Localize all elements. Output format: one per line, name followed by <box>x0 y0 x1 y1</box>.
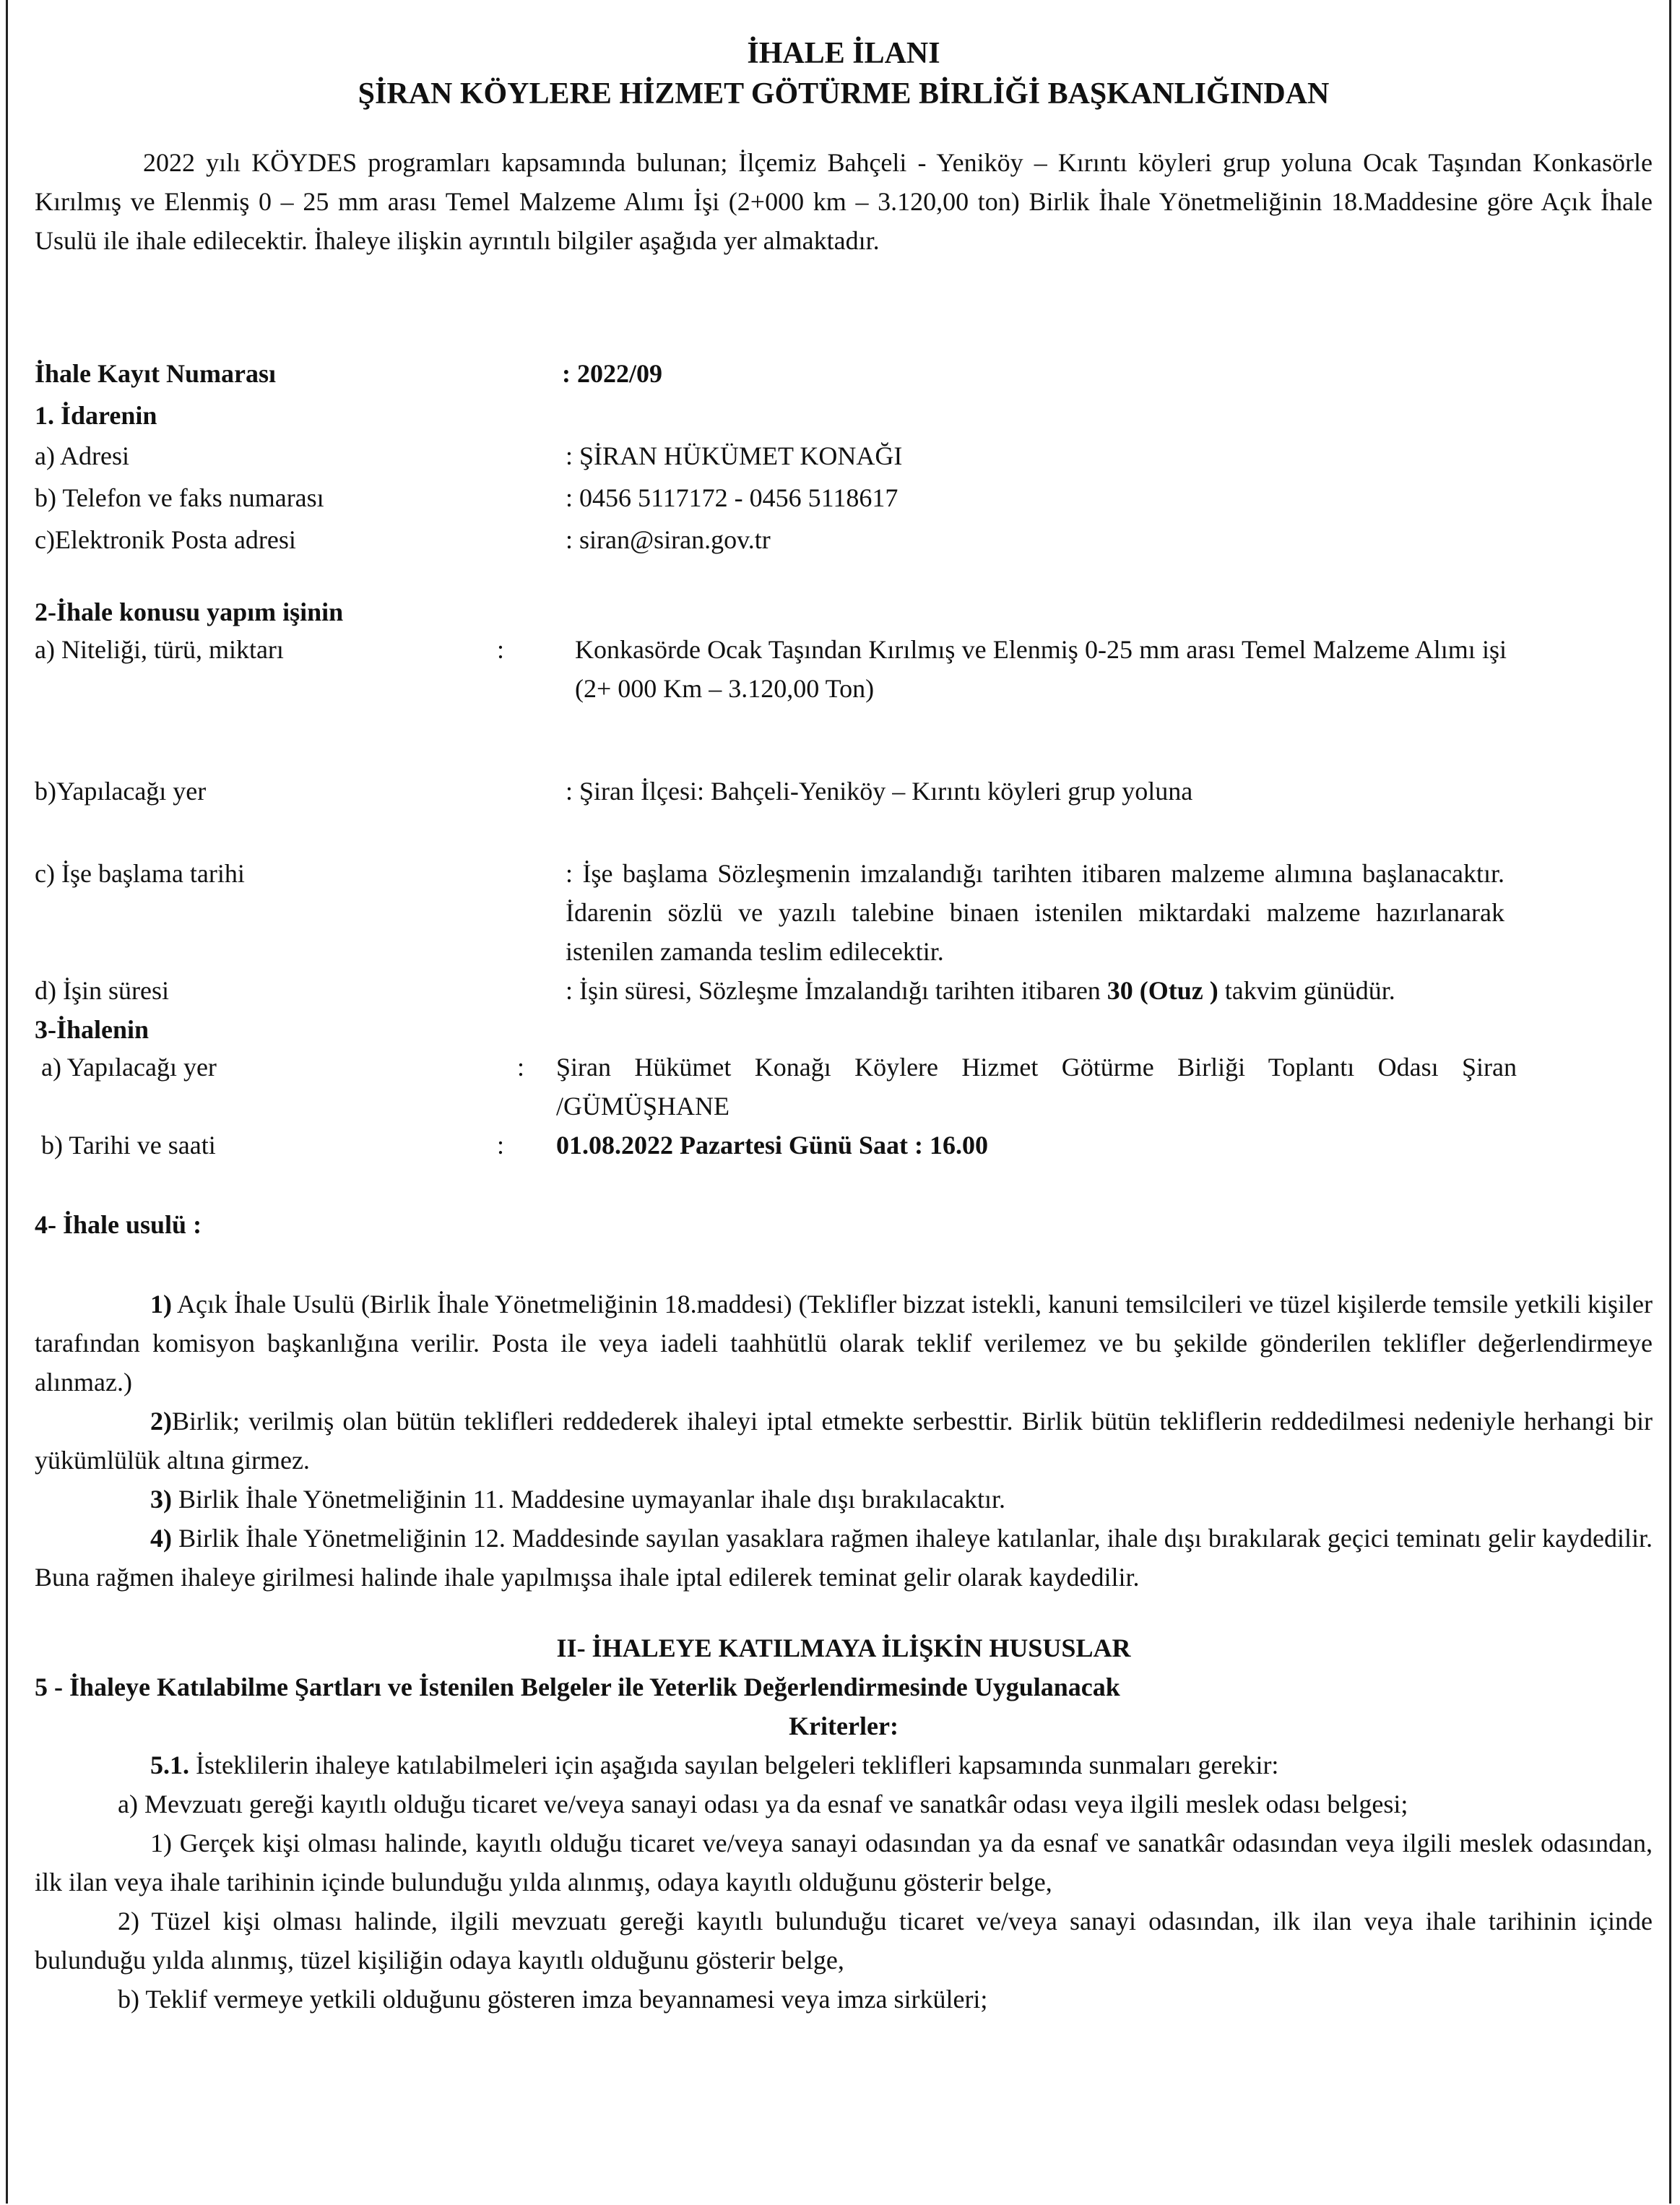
ihale-heading: 3-İhalenin <box>35 1015 150 1044</box>
sure-text-a: : İşin süresi, Sözleşme İmzalandığı tarihten itibaren <box>566 976 1107 1005</box>
usul-item-4-text: Birlik İhale Yönetmeliğinin 12. Maddesinde sayılan yasaklara rağmen ihaleye katılanlar, ihale dışı bırakılarak geçici teminatı gelir kaydedilir. Buna rağmen ihaleye girilmesi halinde ihale yapılmışsa ihale iptal edilerek teminat gelir olarak kaydedilir. <box>35 1524 1653 1592</box>
usul-item-2 <box>35 1402 1653 1480</box>
email-label: c)Elektronik Posta adresi <box>35 525 296 554</box>
yapilacak-yer-label: b)Yapılacağı yer <box>35 777 207 806</box>
konu-heading: 2-İhale konusu yapım işinin <box>35 597 344 626</box>
item-5-1-number: 5.1. <box>150 1751 189 1779</box>
ihale-tarih-colon: : <box>497 1131 505 1160</box>
ihale-heading-row <box>35 1010 1653 1048</box>
sure-label: d) İşin süresi <box>35 976 169 1005</box>
usul-item-1-number: 1) <box>150 1290 172 1319</box>
item-a-2: 2) Tüzel kişi olması halinde, ilgili mevzuatı gereği kayıtlı bulunduğu ticaret ve/veya sanayi odasından, ilk ilan veya ihale tarihinin içinde bulunduğu yılda alınmış, tüzel kişiliğin odaya kayıtlı olduğunu gösterir belge, <box>35 1907 1653 1975</box>
yapilacak-yer-value: : Şiran İlçesi: Bahçeli-Yeniköy – Kırıntı köyleri grup yoluna <box>566 777 1193 806</box>
usul-item-2-text: Birlik; verilmiş olan bütün teklifleri reddederek ihaleyi iptal etmekte serbesttir. Birlik bütün tekliflerin reddedilmesi nedeniyle herhangi bir yükümlülük altına girmez. <box>35 1407 1653 1475</box>
announcement-title: İHALE İLANI <box>747 37 940 70</box>
kayit-label: İhale Kayıt Numarası <box>35 359 277 388</box>
nitelik-colon: : <box>497 635 505 664</box>
ihale-yer-colon: : <box>517 1053 525 1082</box>
ihale-yer-value: Şiran Hükümet Konağı Köylere Hizmet Götürme Birliği Toplantı Odası Şiran /GÜMÜŞHANE <box>556 1053 1517 1121</box>
item-b: b) Teklif vermeye yetkili olduğunu gösteren imza beyannamesi veya imza sirküleri; <box>118 1985 988 2014</box>
ihale-yer-label: a) Yapılacağı yer <box>35 1053 217 1082</box>
usul-item-3 <box>35 1480 1653 1519</box>
ihale-tarih-value: 01.08.2022 Pazartesi Günü Saat : 16.00 <box>556 1131 988 1160</box>
nitelik-value: Konkasörde Ocak Taşından Kırılmış ve Elenmiş 0-25 mm arası Temel Malzeme Alımı işi (2+ 000 Km – 3.120,00 Ton) <box>575 635 1507 703</box>
email-row <box>35 520 1653 562</box>
issuer-title: ŞİRAN KÖYLERE HİZMET GÖTÜRME BİRLİĞİ BAŞKANLIĞINDAN <box>358 77 1330 111</box>
item-5-1 <box>35 1746 1653 1785</box>
intro-paragraph: 2022 yılı KÖYDES programları kapsamında bulunan; İlçemiz Bahçeli - Yeniköy – Kırıntı köyleri grup yoluna Ocak Taşından Konkasörle Kırılmış ve Elenmiş 0 – 25 mm arası Temel Malzeme Alımı İşi (2+000 km – 3.120,00 ton) Birlik İhale Yönetmeliğinin 18.Maddesine göre Açık İhale Usulü ile ihale edilecektir. İhaleye ilişkin ayrıntılı bilgiler aşağıda yer almaktadır. <box>35 148 1653 255</box>
nitelik-row <box>35 630 1653 708</box>
sure-days: 30 (Otuz ) <box>1107 976 1218 1005</box>
baslama-value: : İşe başlama Sözleşmenin imzalandığı tarihten itibaren malzeme alımına başlanacaktır. İdarenin sözlü ve yazılı talebine binaen istenilen miktardaki malzeme hazırlanarak istenilen zamanda teslim edilecektir. <box>566 859 1504 966</box>
kayit-row <box>35 354 1653 396</box>
baslama-row <box>35 854 1653 971</box>
sure-row <box>35 971 1653 1010</box>
sure-value <box>566 971 1504 1010</box>
adres-row <box>35 436 1653 478</box>
item-a: a) Mevzuatı gereği kayıtlı olduğu ticaret ve/veya sanayi odası ya da esnaf ve sanatkâr odası veya ilgili meslek odası belgesi; <box>118 1790 1408 1818</box>
item-a-1: 1) Gerçek kişi olması halinde, kayıtlı olduğu ticaret ve/veya sanayi odasından ya da esnaf ve sanatkâr odasından veya ilgili meslek odasından, ilk ilan veya ihale tarihinin içinde bulunduğu yılda alınmış, odaya kayıtlı olduğunu gösterir belge, <box>35 1829 1653 1897</box>
ihale-tarih-label: b) Tarihi ve saati <box>35 1131 216 1160</box>
telefon-label: b) Telefon ve faks numarası <box>35 483 324 512</box>
document-page <box>35 33 1653 2019</box>
telefon-value: : 0456 5117172 - 0456 5118617 <box>566 483 899 512</box>
section2-subheading: 5 - İhaleye Katılabilme Şartları ve İstenilen Belgeler ile Yeterlik Değerlendirmesinde Uygulanacak <box>35 1673 1120 1701</box>
email-value: : siran@siran.gov.tr <box>566 525 771 554</box>
sure-text-b: takvim günüdür. <box>1218 976 1395 1005</box>
usul-item-3-text: Birlik İhale Yönetmeliğinin 11. Maddesine uymayanlar ihale dışı bırakılacaktır. <box>172 1485 1006 1514</box>
usul-item-3-number: 3) <box>150 1485 172 1514</box>
usul-item-1 <box>35 1285 1653 1402</box>
section2-heading: II- İHALEYE KATILMAYA İLİŞKİN HUSUSLAR <box>556 1634 1131 1662</box>
usul-item-4 <box>35 1519 1653 1597</box>
usul-item-1-text: Açık İhale Usulü (Birlik İhale Yönetmeliğinin 18.maddesi) (Teklifler bizzat istekli, kanuni temsilcileri ve tüzel kişilerde temsile yetkili kişiler tarafından komisyon başkanlığına verilir. Posta ile veya iadeli taahhütlü olarak teklif verilemez ve bu şekilde gönderilen teklifler değerlendirmeye alınmaz.) <box>35 1290 1653 1397</box>
adres-value: : ŞİRAN HÜKÜMET KONAĞI <box>566 441 903 470</box>
adres-label: a) Adresi <box>35 441 129 470</box>
yapilacak-yer-row <box>35 772 1653 814</box>
telefon-row <box>35 478 1653 520</box>
konu-heading-row <box>35 592 1653 630</box>
usul-item-2-number: 2) <box>150 1407 172 1436</box>
idare-heading-row <box>35 396 1653 436</box>
ihale-yer-row <box>35 1048 1653 1126</box>
item-5-1-text: İsteklilerin ihaleye katılabilmeleri için aşağıda sayılan belgeleri teklifleri kapsamında sunmaları gerekir: <box>189 1751 1279 1779</box>
baslama-label: c) İşe başlama tarihi <box>35 859 245 888</box>
nitelik-label: a) Niteliği, türü, miktarı <box>35 635 284 664</box>
kayit-value: : 2022/09 <box>562 359 662 388</box>
idare-heading: 1. İdarenin <box>35 401 157 430</box>
ihale-tarih-row <box>35 1126 1653 1165</box>
section2-subheading-cont: Kriterler: <box>789 1712 899 1740</box>
usul-item-4-number: 4) <box>150 1524 172 1553</box>
usul-heading: 4- İhale usulü : <box>35 1210 202 1239</box>
